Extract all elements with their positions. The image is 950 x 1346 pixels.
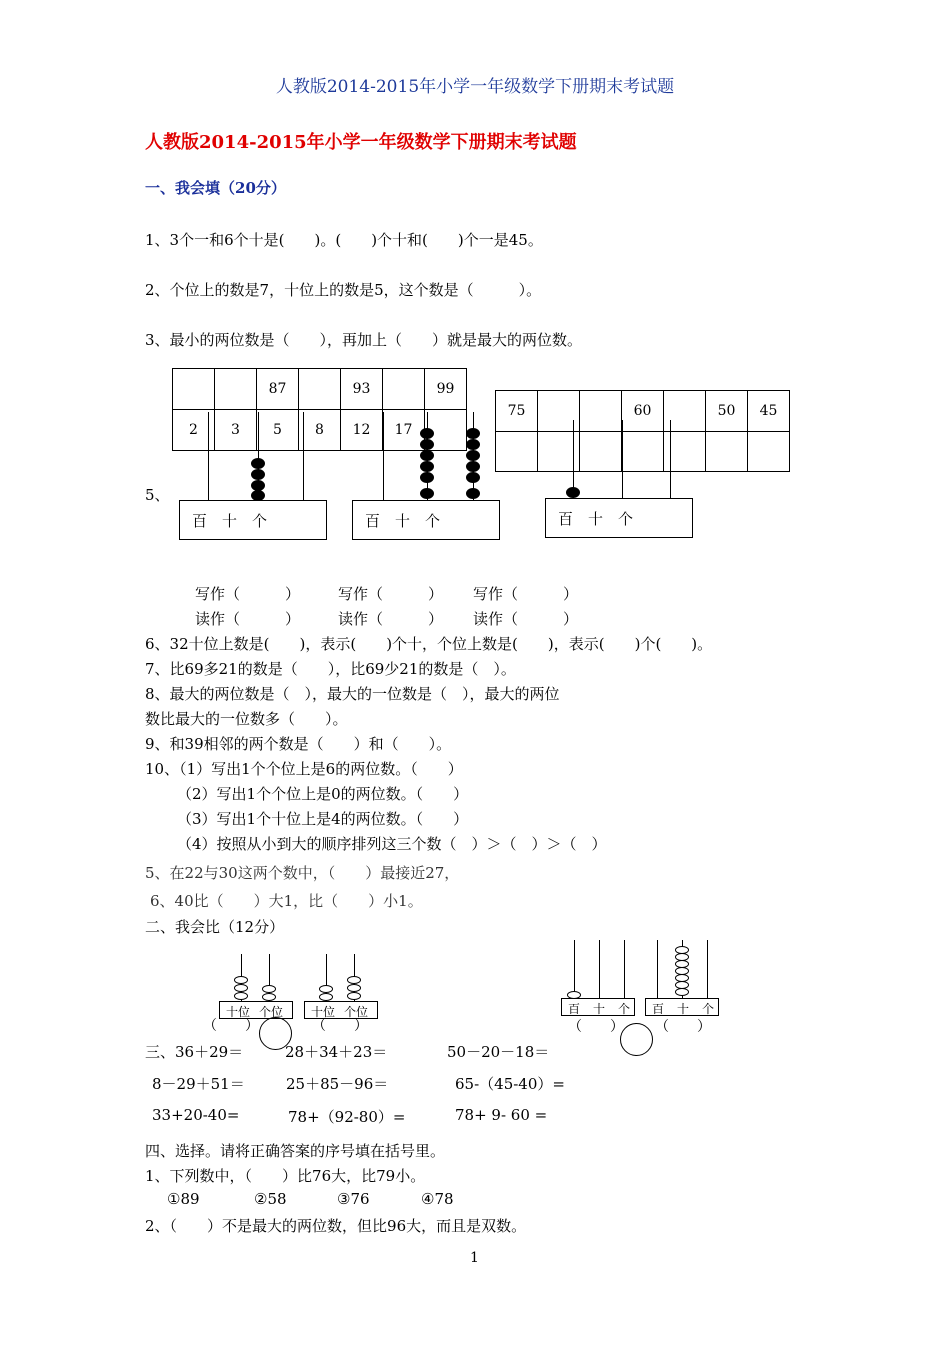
write-answer-1: 写作（ ） <box>195 585 301 603</box>
question-10-part-4: （4）按照从小到大的顺序排列这三个数（ ）＞（ ）＞（ ） <box>177 835 607 853</box>
place-labels: 百 十 个 <box>192 512 268 530</box>
choice-option-1: ①89 <box>167 1190 200 1208</box>
abacus-rod <box>622 420 623 498</box>
table-cell <box>173 369 215 410</box>
table-cell: 17 <box>383 410 425 451</box>
abacus-bead <box>234 992 248 1000</box>
abacus-bead <box>566 487 580 498</box>
abacus-bead <box>466 439 480 450</box>
section-1-heading: 一、我会填（20分） <box>145 179 286 197</box>
hundreds-label: 百 <box>568 1002 581 1016</box>
abacus-bead <box>347 992 361 1000</box>
table-cell <box>748 432 790 472</box>
table-cell <box>706 432 748 472</box>
ones-label: 个位 <box>344 1005 369 1019</box>
abacus-bead <box>466 428 480 439</box>
table-cell: 5 <box>257 410 299 451</box>
question-3: 3、最小的两位数是（ ），再加上（ ）就是最大的两位数。 <box>145 331 583 349</box>
write-answer-3: 写作（ ） <box>473 585 579 603</box>
question-8-line-1: 8、最大的两位数是（ ），最大的一位数是（ ），最大的两位 <box>145 685 560 703</box>
question-8-line-2: 数比最大的一位数多（ ）。 <box>145 710 348 728</box>
read-answer-1: 读作（ ） <box>195 610 301 628</box>
answer-parens: （ ） <box>655 1019 711 1035</box>
abacus-bead <box>262 993 276 1001</box>
abacus-bead <box>251 469 265 480</box>
question-9: 9、和39相邻的两个数是（ ）和（ ）。 <box>145 735 452 753</box>
calc-9: 78+ 9- 60 = <box>455 1106 548 1124</box>
read-answer-2: 读作（ ） <box>338 610 444 628</box>
section-4-heading: 四、选择。请将正确答案的序号填在括号里。 <box>145 1142 446 1160</box>
table-cell <box>383 369 425 410</box>
question-10-part-2: （2）写出1个个位上是0的两位数。（ ） <box>177 785 469 803</box>
table-cell: 2 <box>173 410 215 451</box>
calc-2: 28＋34＋23＝ <box>285 1043 388 1061</box>
table-cell <box>622 432 664 472</box>
abacus-bead <box>420 472 434 483</box>
place-labels: 百 十 个 <box>558 510 634 528</box>
question-5-label: 5、 <box>145 486 170 504</box>
calc-5: 25＋85－96＝ <box>286 1075 389 1093</box>
question-5b: 5、在22与30这两个数中，（ ）最接近27， <box>145 864 460 882</box>
abacus-bead <box>420 428 434 439</box>
table-cell <box>580 391 622 432</box>
abacus-bead <box>347 976 361 984</box>
abacus-base <box>645 998 719 1016</box>
abacus-bead <box>251 458 265 469</box>
calc-6: 65-（45-40）= <box>455 1075 565 1093</box>
choice-option-2: ②58 <box>254 1190 287 1208</box>
table-cell: 12 <box>341 410 383 451</box>
abacus-bead <box>466 488 480 499</box>
abacus-base <box>179 500 327 540</box>
abacus-rod <box>383 412 384 500</box>
question-6b: 6、40比（ ）大1，比（ ）小1。 <box>150 892 423 910</box>
answer-parens: （ ） <box>312 1018 368 1034</box>
table-cell: 93 <box>341 369 383 410</box>
abacus-bead <box>319 985 333 993</box>
abacus-base <box>561 998 635 1016</box>
abacus-rod <box>707 940 708 1000</box>
table-cell: 50 <box>706 391 748 432</box>
ones-label: 个 <box>618 1002 631 1016</box>
table-cell <box>299 369 341 410</box>
question-10: 10、（1）写出1个个位上是6的两位数。（ ） <box>145 760 463 778</box>
choice-option-3: ③76 <box>337 1190 370 1208</box>
abacus-bead <box>420 439 434 450</box>
tens-label: 十 <box>593 1002 606 1016</box>
question-6: 6、32十位上数是( )，表示( )个十，个位上数是( )，表示( )个( )。 <box>145 635 713 653</box>
table-cell: 75 <box>496 391 538 432</box>
table-cell: 87 <box>257 369 299 410</box>
table-cell <box>215 369 257 410</box>
abacus-bead <box>420 450 434 461</box>
page-number: 1 <box>470 1250 479 1266</box>
abacus-bead <box>234 976 248 984</box>
question-10-part-3: （3）写出1个十位上是4的两位数。（ ） <box>177 810 469 828</box>
number-table-2 <box>495 390 790 472</box>
table-cell: 8 <box>299 410 341 451</box>
ones-label: 个位 <box>259 1005 284 1019</box>
abacus-rod <box>208 412 209 500</box>
table-cell: 45 <box>748 391 790 432</box>
abacus-bead <box>234 984 248 992</box>
section-2-heading: 二、我会比（12分） <box>145 918 285 936</box>
answer-parens: （ ） <box>203 1018 259 1034</box>
abacus-base <box>352 500 500 540</box>
number-table-1 <box>172 368 467 451</box>
question-2: 2、个位上的数是7，十位上的数是5，这个数是（ ）。 <box>145 281 542 299</box>
read-answer-3: 读作（ ） <box>473 610 579 628</box>
abacus-bead <box>262 985 276 993</box>
compare-circle[interactable] <box>620 1023 653 1056</box>
choice-question-2: 2、（ ）不是最大的两位数，但比96大，而且是双数。 <box>145 1217 527 1235</box>
abacus-bead <box>347 984 361 992</box>
abacus-bead <box>319 993 333 1001</box>
page-header: 人教版2014-2015年小学一年级数学下册期末考试题 <box>275 77 675 97</box>
abacus-bead <box>466 461 480 472</box>
hundreds-label: 百 <box>652 1002 665 1016</box>
abacus-base <box>545 498 693 538</box>
calc-8: 78+（92-80）= <box>288 1108 406 1126</box>
table-cell: 3 <box>215 410 257 451</box>
tens-label: 十 <box>677 1002 690 1016</box>
write-answer-2: 写作（ ） <box>338 585 444 603</box>
abacus-bead <box>466 472 480 483</box>
tens-label: 十位 <box>226 1005 251 1019</box>
answer-parens: （ ） <box>568 1019 624 1035</box>
calc-1: 三、36＋29＝ <box>145 1043 244 1061</box>
abacus-rod <box>624 940 625 1000</box>
table-cell: 99 <box>425 369 467 410</box>
abacus-bead <box>675 988 689 996</box>
abacus-rod <box>599 940 600 1000</box>
abacus-rod <box>657 940 658 1000</box>
calc-7: 33+20-40= <box>152 1106 240 1124</box>
abacus-bead <box>466 450 480 461</box>
choice-question-1: 1、下列数中，（ ）比76大，比79小。 <box>145 1167 426 1185</box>
calc-3: 50－20－18＝ <box>447 1043 550 1061</box>
question-1: 1、3个一和6个十是( )。( )个十和( )个一是45。 <box>145 231 543 249</box>
abacus-bead <box>420 461 434 472</box>
tens-label: 十位 <box>311 1005 336 1019</box>
table-cell <box>496 432 538 472</box>
page-title: 人教版2014-2015年小学一年级数学下册期末考试题 <box>145 132 577 153</box>
table-cell <box>580 432 622 472</box>
choice-option-4: ④78 <box>421 1190 454 1208</box>
table-cell: 60 <box>622 391 664 432</box>
abacus-rod <box>303 412 304 500</box>
abacus-rod <box>670 420 671 498</box>
place-labels: 百 十 个 <box>365 512 441 530</box>
ones-label: 个 <box>702 1002 715 1016</box>
calc-4: 8－29＋51＝ <box>152 1075 245 1093</box>
abacus-bead <box>420 488 434 499</box>
question-7: 7、比69多21的数是（ ），比69少21的数是（ ）。 <box>145 660 516 678</box>
